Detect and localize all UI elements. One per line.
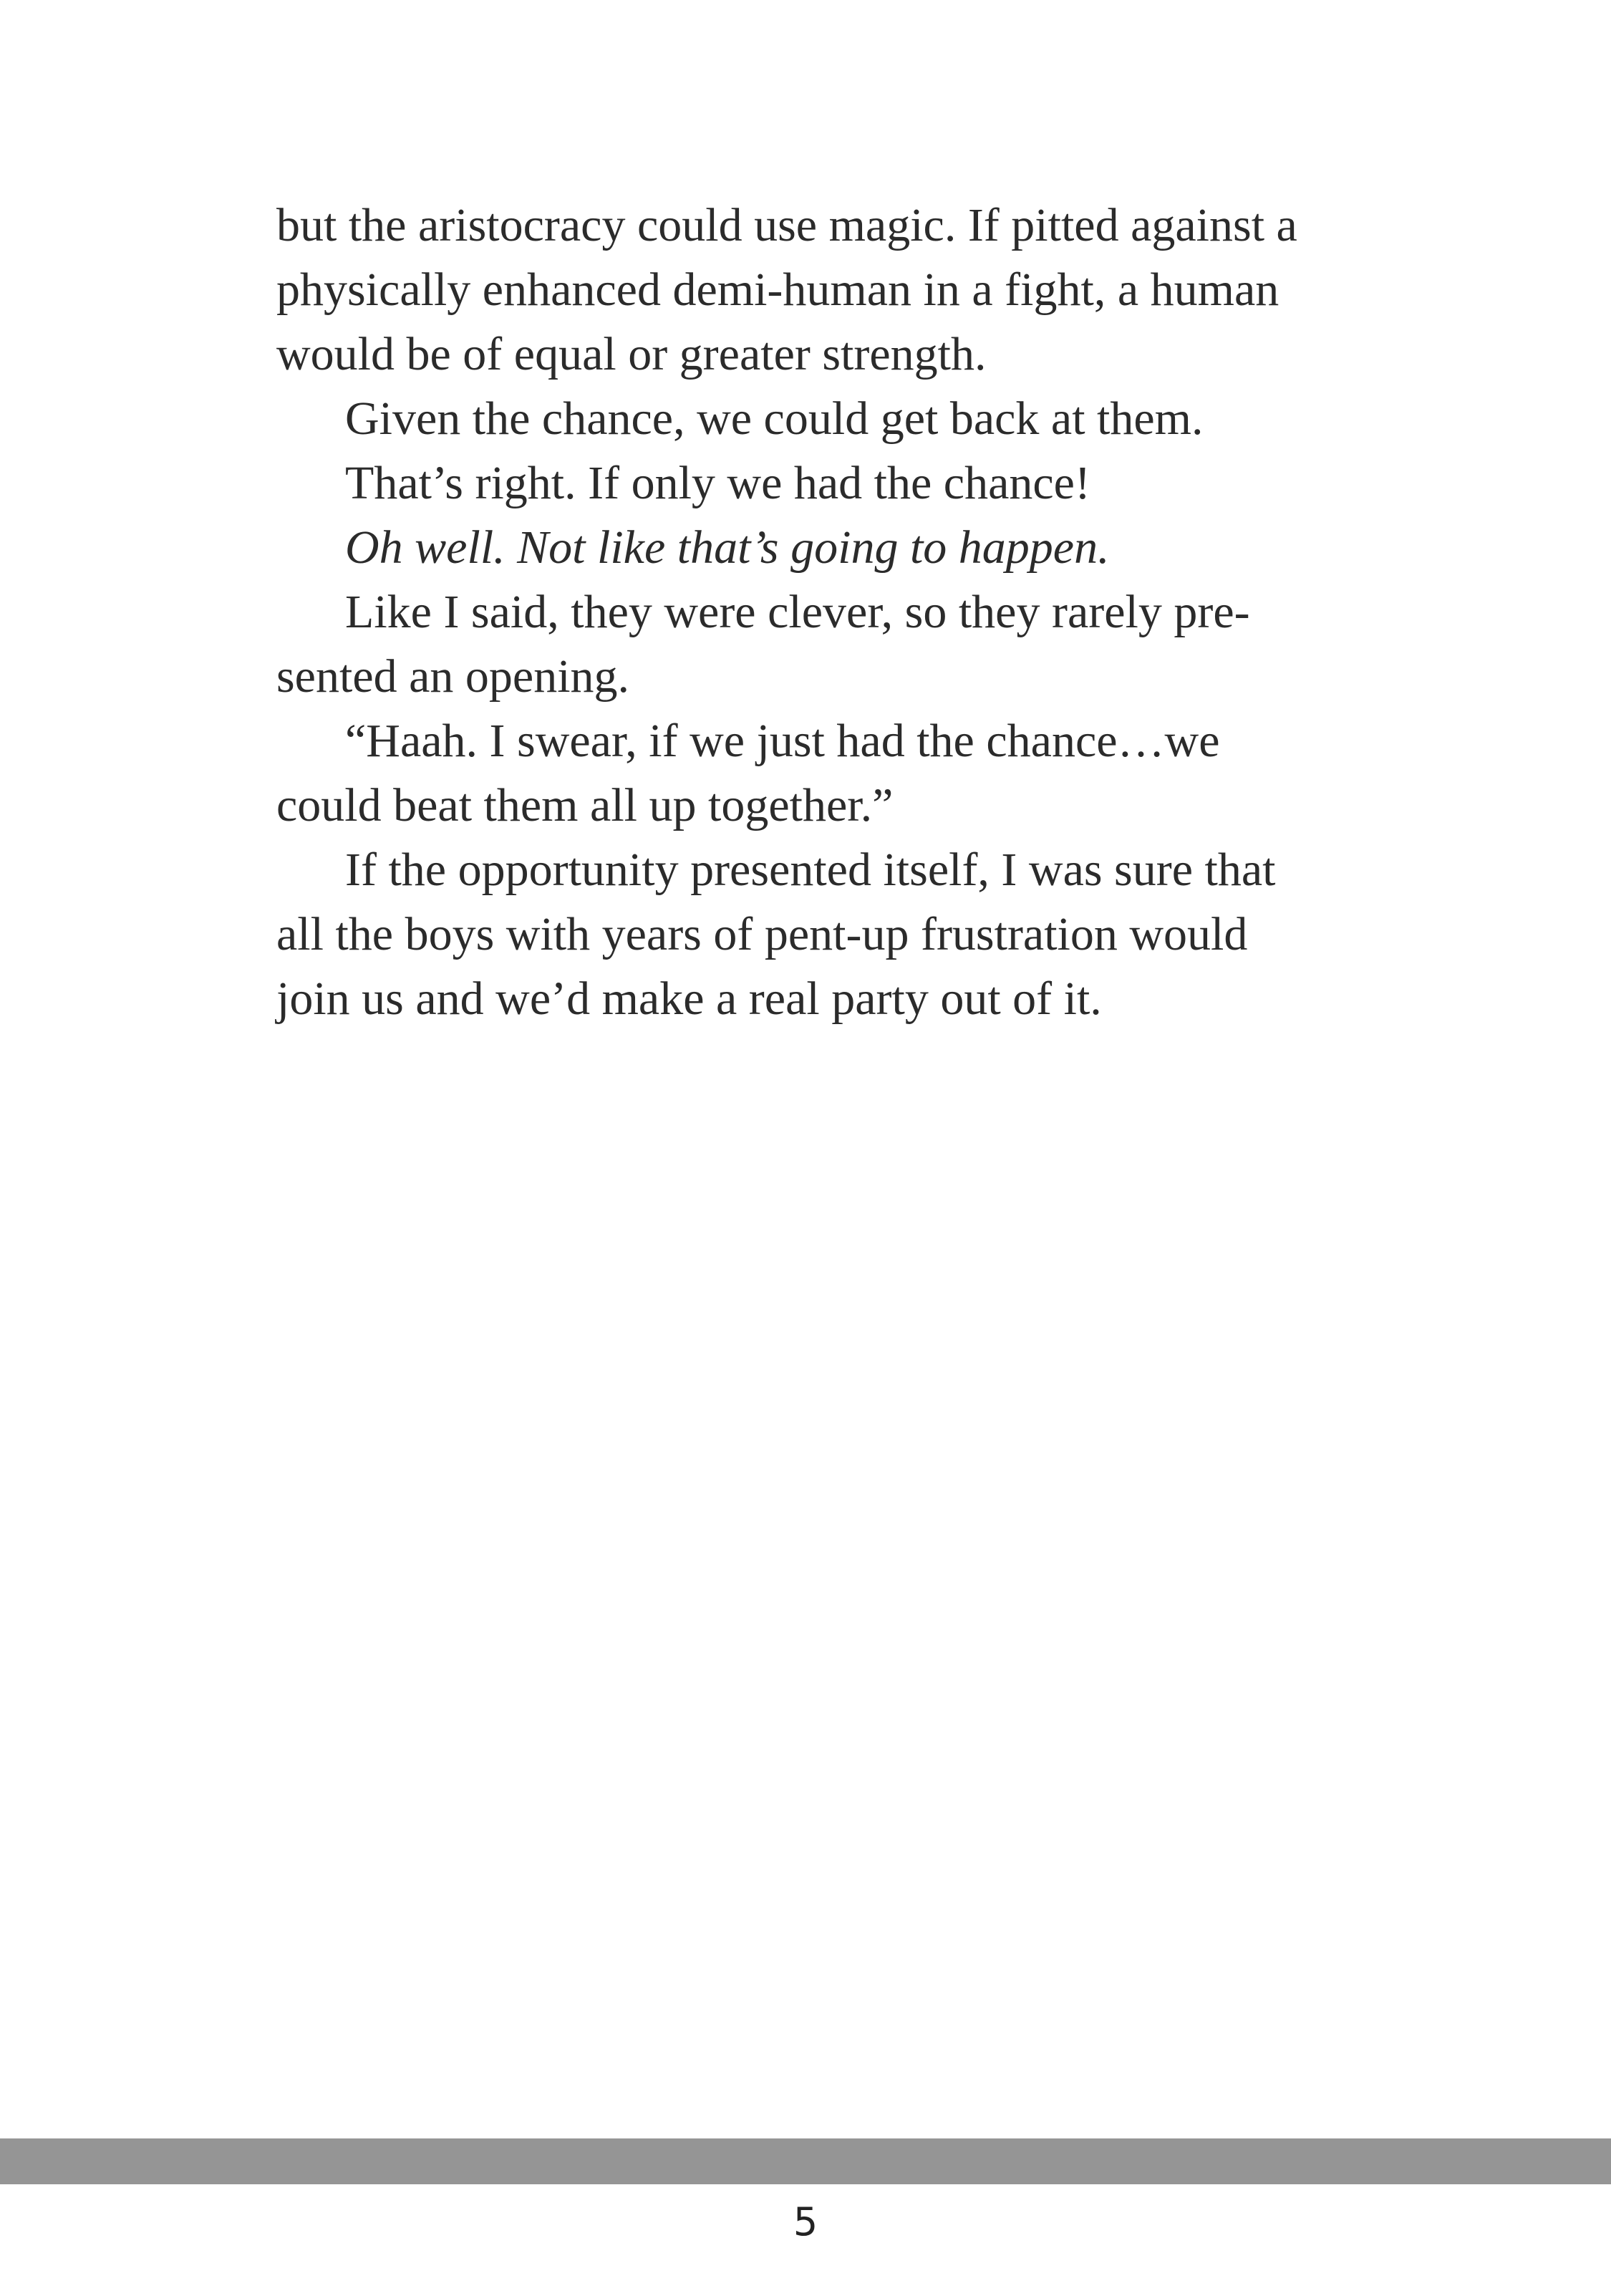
text-line-italic: Oh well. Not like that’s going to happen. [345,521,1110,574]
text-line: join us and we’d make a real party out of it. [276,973,1102,1025]
page-number: 5 [793,2199,818,2244]
text-line: all the boys with years of pent-up frustration would [276,908,1248,960]
text-line: Like I said, they were clever, so they rarely pre- [345,586,1250,638]
text-line: physically enhanced demi-human in a fight, a human [276,264,1279,316]
text-line: could beat them all up together.” [276,779,894,831]
text-line: Given the chance, we could get back at them. [345,392,1204,445]
text-line: “Haah. I swear, if we just had the chance…we [345,715,1220,767]
body-text [276,193,1408,1031]
text-line: would be of equal or greater strength. [276,328,987,380]
footer-bar [0,2138,1611,2184]
text-line: That’s right. If only we had the chance! [345,457,1090,509]
text-line: sented an opening. [276,650,630,703]
text-line: but the aristocracy could use magic. If pitted against a [276,199,1297,251]
text-line: If the opportunity presented itself, I was sure that [345,844,1276,896]
